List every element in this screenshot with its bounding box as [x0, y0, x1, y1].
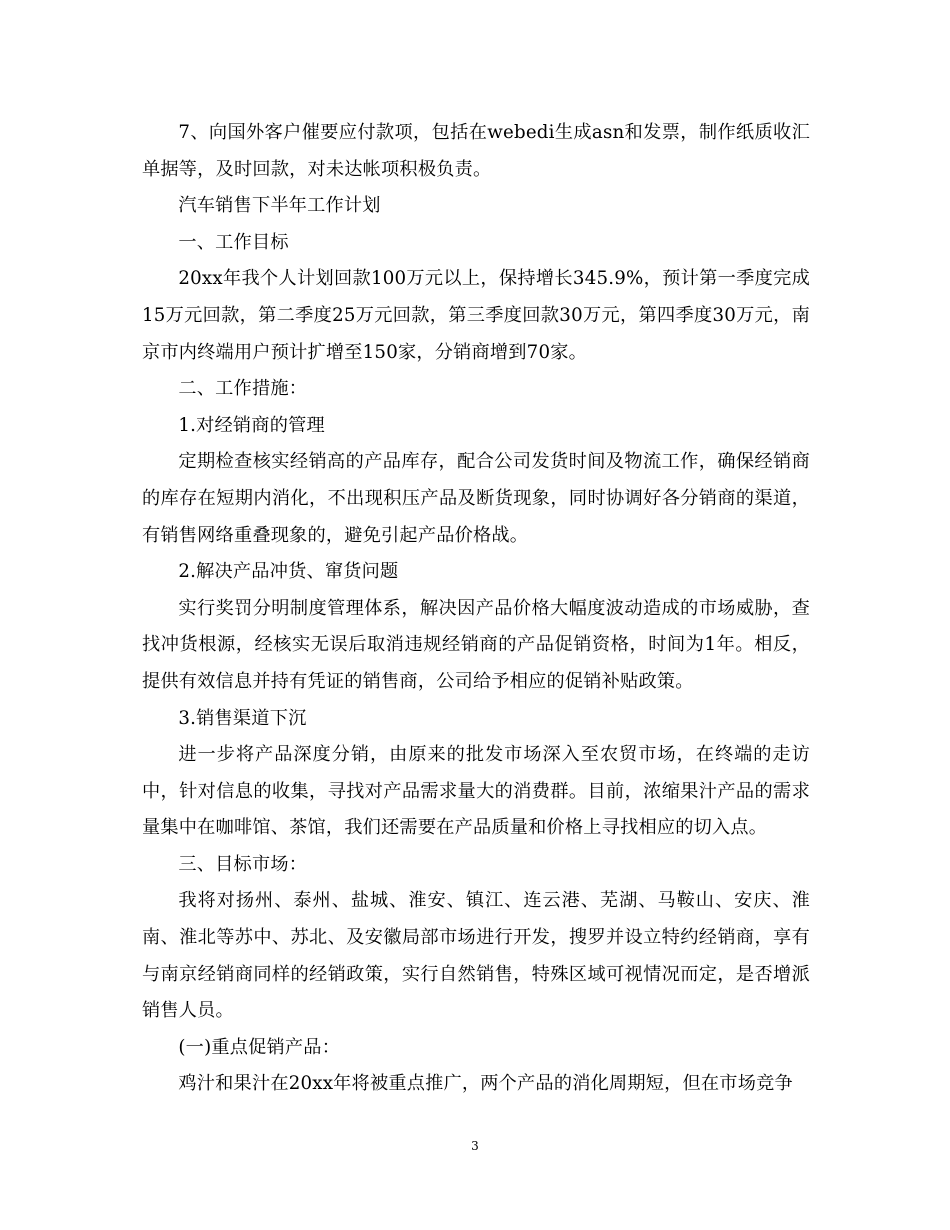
heading-target-market: 三、目标市场： [178, 853, 308, 875]
subheading-key-products: (一)重点促销产品： [178, 1036, 341, 1058]
paragraph-key-products: 鸡汁和果汁在20xx年将被重点推广，两个产品的消化周期短，但在市场竞争 [178, 1073, 793, 1095]
paragraph-channel-sinking: 进一步将产品深度分销，由原来的批发市场深入至农贸市场，在终端的走访中，针对信息的收集，寻找对产品需求量大的消费群。目前，浓缩果汁产品的需求量集中在咖啡馆、茶馆，我们还需要在产品质量和价格上寻找相应的切入点。 [142, 744, 810, 839]
subheading-dealer-management: 1.对经销商的管理 [178, 414, 325, 436]
subheading-cross-selling: 2.解决产品冲货、窜货问题 [178, 561, 399, 583]
paragraph-target-market: 我将对扬州、泰州、盐城、淮安、镇江、连云港、芜湖、马鞍山、安庆、淮南、淮北等苏中、苏北、及安徽局部市场进行开发，搜罗并设立特约经销商，享有与南京经销商同样的经销政策，实行自然销售，特殊区域可视情况而定，是否增派销售人员。 [142, 890, 810, 1022]
paragraph-goals: 20xx年我个人计划回款100万元以上，保持增长345.9%，预计第一季度完成15万元回款，第二季度25万元回款，第三季度回款30万元，第四季度30万元，南京市内终端用户预计扩增至150家，分销商增到70家。 [142, 268, 810, 363]
section-title: 汽车销售下半年工作计划 [178, 195, 381, 217]
heading-work-goals: 一、工作目标 [178, 231, 289, 253]
heading-work-measures: 二、工作措施： [178, 378, 308, 400]
paragraph-dealer-management: 定期检查核实经销高的产品库存，配合公司发货时间及物流工作，确保经销商的库存在短期内消化，不出现积压产品及断货现象，同时协调好各分销商的渠道，有销售网络重叠现象的，避免引起产品价格战。 [142, 451, 810, 546]
page-number: 3 [471, 1139, 479, 1153]
paragraph-payment-collection: 7、向国外客户催要应付款项，包括在webedi生成asn和发票，制作纸质收汇单据等，及时回款，对未达帐项积极负责。 [142, 122, 810, 180]
subheading-channel-sinking: 3.销售渠道下沉 [178, 707, 307, 729]
document-body [142, 115, 810, 1103]
paragraph-cross-selling: 实行奖罚分明制度管理体系，解决因产品价格大幅度波动造成的市场威胁，查找冲货根源，经核实无误后取消违规经销商的产品促销资格，时间为1年。相反，提供有效信息并持有凭证的销售商，公司给予相应的促销补贴政策。 [142, 597, 810, 692]
